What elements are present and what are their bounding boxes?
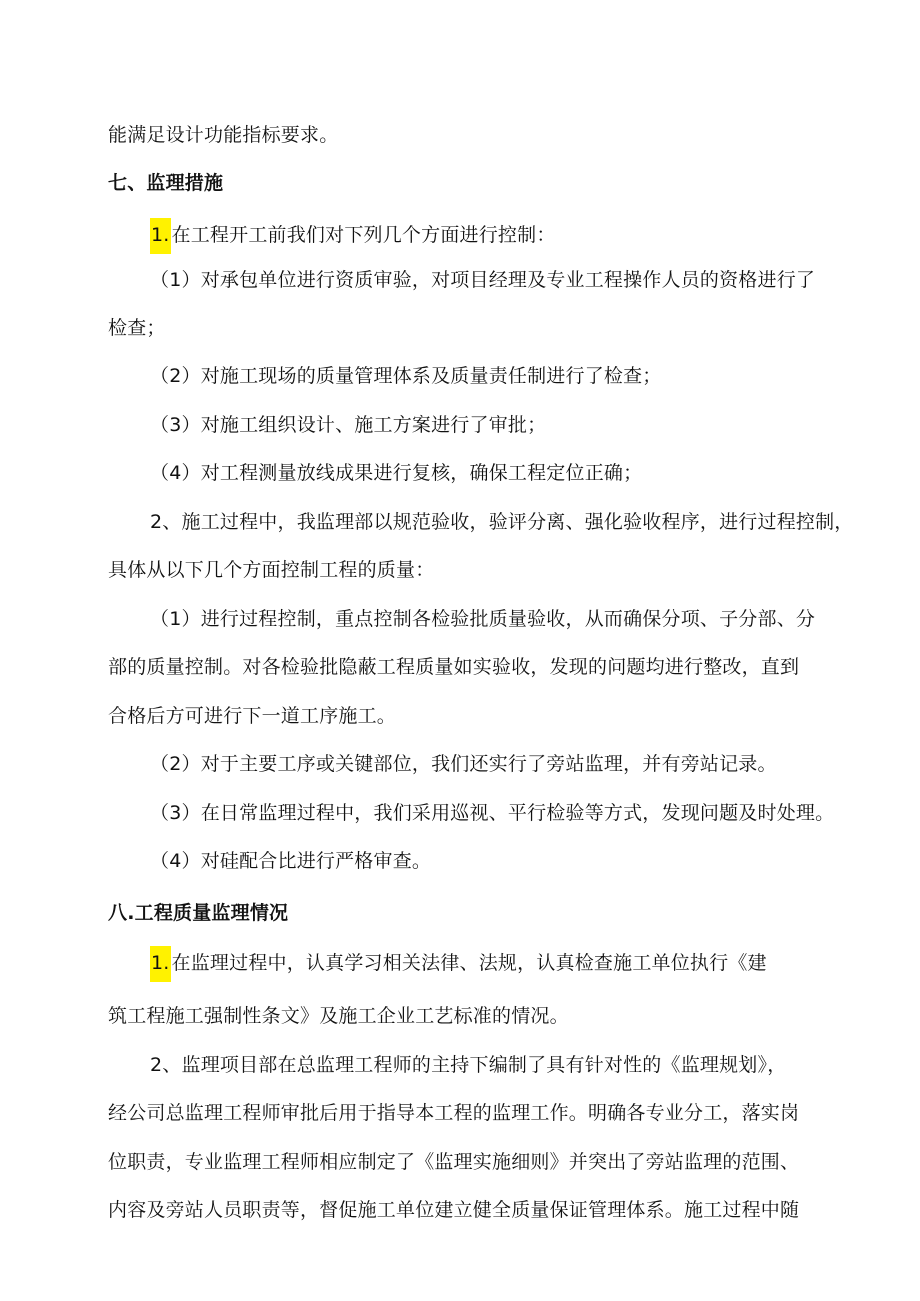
- paragraph-text: 在监理过程中，认真学习相关法律、法规，认真检查施工单位执行《建: [171, 952, 767, 974]
- paragraph-line: （2）对于主要工序或关键部位，我们还实行了旁站监理，并有旁站记录。: [150, 753, 777, 775]
- paragraph-line: 部的质量控制。对各检验批隐蔽工程质量如实验收，发现的问题均进行整改，直到: [108, 656, 800, 678]
- paragraph-line: 内容及旁站人员职责等，督促施工单位建立健全质量保证管理体系。施工过程中随: [108, 1199, 800, 1221]
- numbered-paragraph-line: [150, 946, 767, 982]
- section-heading-7: 七、监理措施: [108, 172, 224, 194]
- paragraph-line: （3）在日常监理过程中，我们采用巡视、平行检验等方式，发现问题及时处理。: [150, 802, 835, 824]
- paragraph-line: （2）对施工现场的质量管理体系及质量责任制进行了检查；: [150, 365, 662, 387]
- paragraph-line: 2、监理项目部在总监理工程师的主持下编制了具有针对性的《监理规划》，: [150, 1054, 787, 1076]
- highlighted-number-marker: 1.: [150, 946, 171, 982]
- paragraph-line: （4）对硅配合比进行严格审查。: [150, 850, 432, 872]
- highlighted-number-marker: 1.: [150, 218, 171, 254]
- section-heading-8: 八.工程质量监理情况: [108, 902, 289, 924]
- numbered-paragraph-line: [150, 218, 556, 254]
- paragraph-line: （1）对承包单位进行资质审验，对项目经理及专业工程操作人员的资格进行了: [150, 269, 816, 291]
- paragraph-line: （3）对施工组织设计、施工方案进行了审批；: [150, 414, 547, 436]
- paragraph-line: （1）进行过程控制，重点控制各检验批质量验收，从而确保分项、子分部、分: [150, 608, 816, 630]
- paragraph-line: 位职责，专业监理工程师相应制定了《监理实施细则》并突出了旁站监理的范围、: [108, 1151, 800, 1173]
- paragraph-line: 具体从以下几个方面控制工程的质量：: [108, 559, 435, 581]
- paragraph-line: 筑工程施工强制性条文》及施工企业工艺标准的情况。: [108, 1005, 569, 1027]
- paragraph-line: 合格后方可进行下一道工序施工。: [108, 705, 397, 727]
- paragraph-line: 检查；: [108, 317, 166, 339]
- paragraph-line: 2、施工过程中，我监理部以规范验收，验评分离、强化验收程序，进行过程控制，: [150, 511, 854, 533]
- paragraph-text: 在工程开工前我们对下列几个方面进行控制：: [171, 224, 556, 246]
- paragraph-line: （4）对工程测量放线成果进行复核，确保工程定位正确；: [150, 462, 643, 484]
- paragraph-line: 经公司总监理工程师审批后用于指导本工程的监理工作。明确各专业分工，落实岗: [108, 1102, 800, 1124]
- paragraph-line: 能满足设计功能指标要求。: [108, 124, 339, 146]
